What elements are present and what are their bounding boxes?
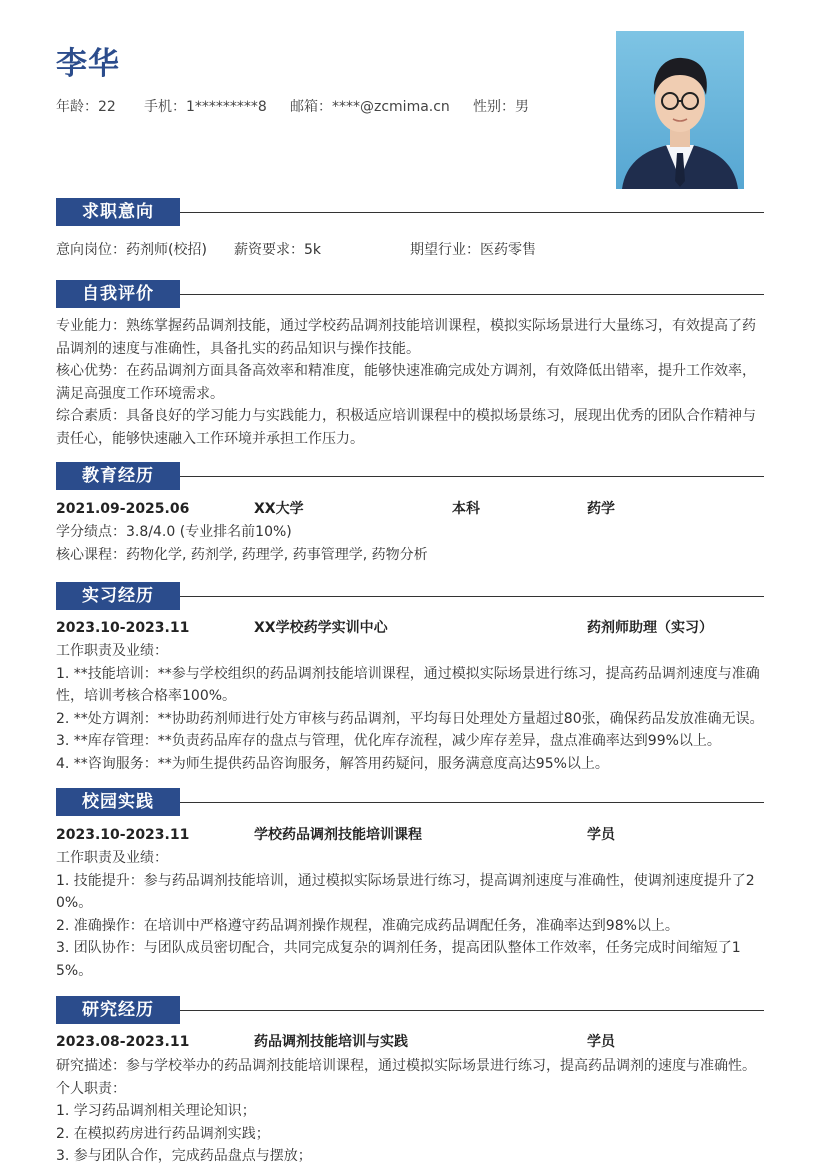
candidate-name: 李华 [56, 46, 120, 82]
section-internship [56, 582, 764, 610]
duty-item: 2. 准确操作：在培训中严格遵守药品调剂操作规程，准确完成药品调配任务，准确率达到98%以上。 [56, 917, 679, 934]
section-education [56, 462, 764, 490]
section-title: 求职意向 [56, 198, 180, 226]
intent-position: 意向岗位：药剂师(校招) [56, 242, 207, 258]
campus-role: 学员 [587, 827, 615, 843]
internship-org: XX学校药学实训中心 [254, 620, 388, 636]
gender: 性别：男 [473, 99, 529, 115]
education-gpa: 学分绩点：3.8/4.0 (专业排名前10%) [56, 524, 292, 540]
section-title: 研究经历 [56, 996, 180, 1024]
education-school: XX大学 [254, 501, 304, 517]
duty-item: 1. 技能提升：参与药品调剂技能培训，通过模拟实际场景进行练习，提高调剂速度与准确性，使调剂速度提升了20%。 [56, 872, 755, 911]
duty-item: 2. 在模拟药房进行药品调剂实践； [56, 1125, 270, 1142]
section-divider [180, 1010, 764, 1011]
campus-period: 2023.10-2023.11 [56, 827, 190, 843]
duties-label: 工作职责及业绩： [56, 850, 168, 866]
self-eval-item: 核心优势：在药品调剂方面具备高效率和精准度，能够快速准确完成处方调剂，有效降低出错率，提升工作效率，满足高强度工作环境需求。 [56, 363, 756, 402]
duty-item: 1. **技能培训：**参与学校组织的药品调剂技能培训课程，通过模拟实际场景进行练习，提高药品调剂速度与准确性，培训考核合格率100%。 [56, 665, 760, 704]
intent-row [56, 239, 764, 261]
research-details [56, 1055, 766, 1168]
duties-label: 工作职责及业绩： [56, 643, 168, 659]
research-org: 药品调剂技能培训与实践 [254, 1034, 408, 1050]
age: 年龄：22 [56, 99, 116, 115]
profile-photo [616, 31, 744, 189]
section-research [56, 996, 764, 1024]
section-divider [180, 212, 764, 213]
duty-item: 2. **处方调剂：**协助药剂师进行处方审核与药品调剂，平均每日处理处方量超过80张，确保药品发放准确无误。 [56, 710, 764, 727]
email: 邮箱：****@zcmima.cn [290, 99, 450, 115]
research-role: 学员 [587, 1034, 615, 1050]
section-divider [180, 476, 764, 477]
campus-org: 学校药品调剂技能培训课程 [254, 827, 422, 843]
section-title: 自我评价 [56, 280, 180, 308]
section-intent [56, 198, 764, 226]
section-divider [180, 596, 764, 597]
intent-salary: 薪资要求：5k [234, 242, 322, 258]
section-divider [180, 802, 764, 803]
section-title: 校园实践 [56, 788, 180, 816]
self-eval-text [56, 315, 766, 450]
education-major: 药学 [587, 501, 615, 517]
education-header [56, 498, 764, 520]
campus-duties [56, 847, 766, 982]
section-title: 实习经历 [56, 582, 180, 610]
internship-period: 2023.10-2023.11 [56, 620, 190, 636]
section-title: 教育经历 [56, 462, 180, 490]
section-divider [180, 294, 764, 295]
internship-header [56, 617, 764, 639]
duty-item: 3. 参与团队合作，完成药品盘点与摆放； [56, 1148, 312, 1164]
section-campus [56, 788, 764, 816]
phone: 手机：1*********8 [144, 99, 267, 115]
duty-item: 3. **库存管理：**负责药品库存的盘点与管理，优化库存流程，减少库存差异，盘点准确率达到99%以上。 [56, 733, 721, 749]
education-courses: 核心课程：药物化学, 药剂学, 药理学, 药事管理学, 药物分析 [56, 547, 428, 563]
research-header [56, 1031, 764, 1053]
duty-item: 1. 学习药品调剂相关理论知识； [56, 1103, 256, 1119]
research-desc: 研究描述：参与学校举办的药品调剂技能培训课程，通过模拟实际场景进行练习，提高药品调剂的速度与准确性。 [56, 1058, 756, 1074]
duties-label: 个人职责： [56, 1080, 126, 1097]
education-degree: 本科 [452, 501, 480, 517]
duty-item: 3. 团队协作：与团队成员密切配合，共同完成复杂的调剂任务，提高团队整体工作效率，任务完成时间缩短了15%。 [56, 940, 741, 979]
self-eval-item: 专业能力：熟练掌握药品调剂技能，通过学校药品调剂技能培训课程，模拟实际场景进行大量练习，有效提高了药品调剂的速度与准确性，具备扎实的药品知识与操作技能。 [56, 318, 756, 357]
section-self-eval [56, 280, 764, 308]
self-eval-item: 综合素质：具备良好的学习能力与实践能力，积极适应培训课程中的模拟场景练习，展现出优秀的团队合作精神与责任心，能够快速融入工作环境并承担工作压力。 [56, 408, 756, 447]
campus-header [56, 824, 764, 846]
research-period: 2023.08-2023.11 [56, 1034, 190, 1050]
intent-industry: 期望行业：医药零售 [410, 242, 536, 258]
education-period: 2021.09-2025.06 [56, 501, 190, 517]
internship-duties [56, 640, 766, 775]
duty-item: 4. **咨询服务：**为师生提供药品咨询服务，解答用药疑问，服务满意度高达95%以上。 [56, 755, 609, 772]
internship-role: 药剂师助理（实习） [587, 620, 713, 636]
